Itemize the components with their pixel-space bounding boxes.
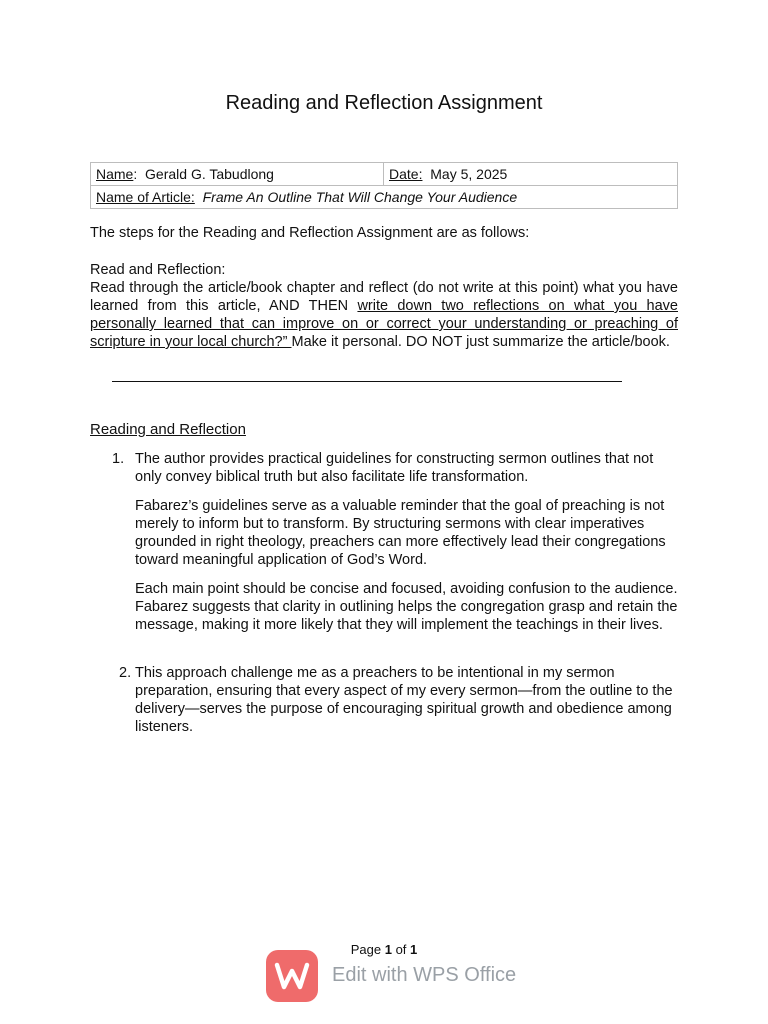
section-heading: Reading and Reflection: [90, 421, 246, 438]
article-value: Frame An Outline That Will Change Your Audience: [202, 189, 518, 205]
page-current: 1: [384, 942, 392, 957]
wps-logo-icon: [266, 950, 318, 1002]
wps-edit-text: Edit with WPS Office: [332, 964, 517, 986]
instructions-body: [90, 279, 678, 351]
item-1-paragraph-3: Each main point should be concise and focused, avoiding confusion to the audience. Fabarez suggests that clarity in outlining helps the congregation grasp and retain the message, making it more likely that they will implement the teachings in their lives.: [135, 581, 678, 633]
article-label: Name of Article:: [96, 189, 195, 205]
name-cell: Name: Gerald G. Tabudlong: [91, 163, 384, 186]
date-cell: [384, 163, 678, 186]
page-total: 1: [410, 942, 418, 957]
document-title: Reading and Reflection Assignment: [225, 92, 543, 114]
item-number: 2.: [119, 665, 132, 681]
instructions-part1: Read through the article/book chapter and reflect (do not write at this point) what you have learned from this article, AND THEN: [90, 280, 678, 314]
date-label: Date:: [389, 166, 423, 182]
page-of: of: [391, 942, 411, 957]
name-label: Name: [96, 166, 134, 182]
instructions-heading: Read and Reflection:: [90, 262, 226, 278]
item-number: 1.: [112, 451, 125, 467]
page-prefix: Page: [350, 942, 385, 957]
name-value: Gerald G. Tabudlong: [145, 166, 274, 182]
instructions-part2: Make it personal. DO NOT just summarize the article/book.: [291, 334, 670, 350]
intro-text: The steps for the Reading and Reflection Assignment are as follows:: [90, 225, 530, 241]
item-1-paragraph-2: Fabarez’s guidelines serve as a valuable reminder that the goal of preaching is not merely to inform but to transform. By structuring sermons with clear imperatives grounded in right theology, preachers can more effectively lead their congregations toward meaningful application of God’s Word.: [135, 498, 666, 568]
divider-rule: [112, 381, 622, 382]
info-table: [90, 162, 678, 209]
date-value: May 5, 2025: [430, 166, 508, 182]
article-cell: [91, 186, 678, 209]
item-2-text: This approach challenge me as a preachers to be intentional in my sermon preparation, ensuring that every aspect of my every sermon—from the outline to the delivery—serves the purpose of encouraging spiritual growth and obedience among listeners.: [135, 665, 673, 735]
item-1-text: The author provides practical guidelines for constructing sermon outlines that not only convey biblical truth but also facilitate life transformation.: [135, 451, 654, 485]
wps-watermark[interactable]: [266, 950, 526, 1006]
instructions-underlined: write down two reflections on what you have personally learned that can improve on or correct your understanding or preaching of scripture in your local church?”: [90, 298, 678, 350]
